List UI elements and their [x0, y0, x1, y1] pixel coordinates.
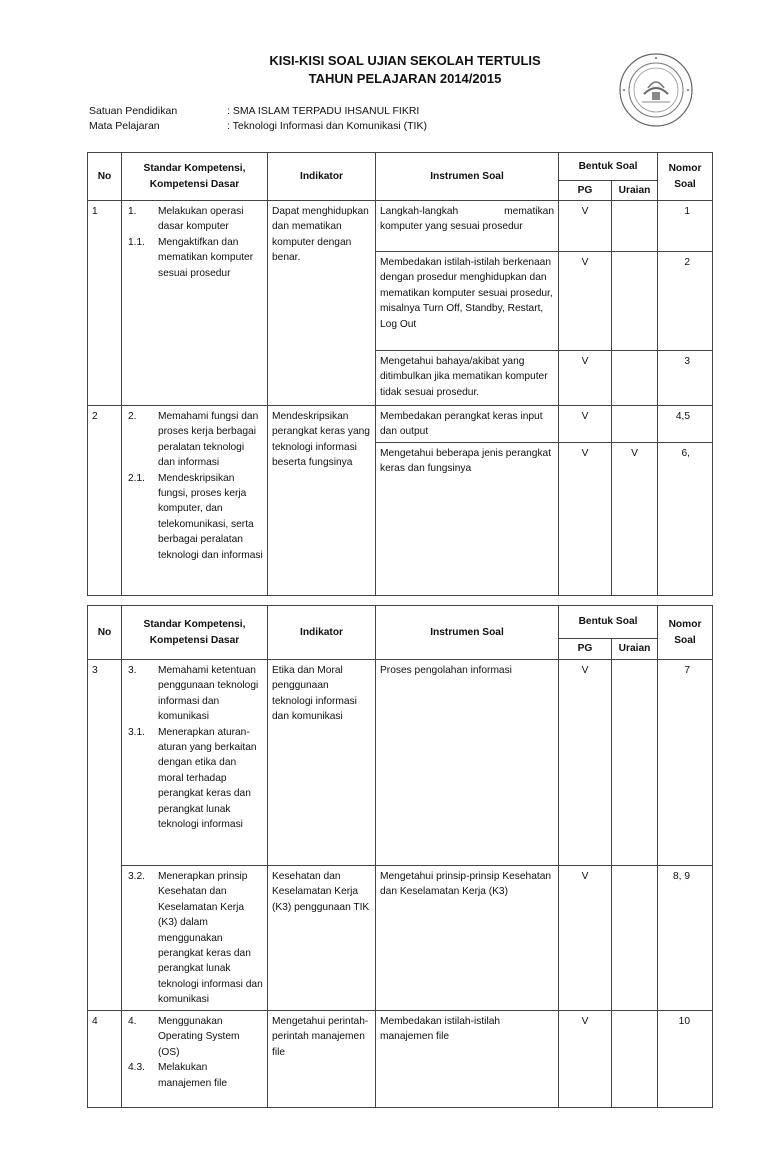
- header-sk: [122, 153, 268, 201]
- row-2-uraian-1: [612, 406, 658, 443]
- row-3b-indikator: Kesehatan dan Keselamatan Kerja (K3) penggunaan TIK: [268, 866, 376, 1011]
- row-2-instrumen-2: Mengetahui beberapa jenis perangkat keras dan fungsinya: [376, 442, 559, 595]
- row-4-pg: V: [559, 1011, 612, 1108]
- row-2-no: 2: [88, 406, 122, 596]
- row-3b-sk: 3.2. Menerapkan prinsip Kesehatan dan Keselamatan Kerja (K3) dalam menggunakan perangkat keras dan perangkat lunak teknologi informasi dan komunikasi: [122, 866, 268, 1011]
- row-3b-pg: V: [559, 866, 612, 1011]
- row-2-pg-1: V: [559, 406, 612, 443]
- row-1-nomor-3: 3: [658, 351, 713, 406]
- row-4-nomor: 10: [658, 1011, 713, 1108]
- header-instrumen: Instrumen Soal: [376, 606, 559, 660]
- header-nomor-line2: Soal: [674, 178, 696, 190]
- header-nomor-line1: Nomor: [668, 619, 702, 631]
- header-sk-line1: Standar Kompetensi,: [143, 163, 246, 175]
- row-3b-no: [88, 866, 122, 1011]
- row-3b-uraian: [612, 866, 658, 1011]
- row-2-indikator: Mendeskripsikan perangkat keras yang teknologi informasi beserta fungsinya: [268, 406, 376, 596]
- row-4-uraian: [612, 1011, 658, 1108]
- row-3-uraian: [612, 660, 658, 866]
- row-2-sk: 2. Memahami fungsi dan proses kerja berbagai peralatan teknologi dan informasi 2.1. Mendeskripsikan fungsi, proses kerja komputer, dan telekomunikasi, serta berbagai peralatan teknologi dan informasi: [122, 406, 268, 596]
- header-sk-line1: Standar Kompetensi,: [143, 619, 246, 631]
- row-3-sk: 3. Memahami ketentuan penggunaan teknologi informasi dan komunikasi 3.1. Menerapkan aturan-aturan yang berkaitan dengan etika dan moral terhadap perangkat keras dan perangkat lunak teknologi informasi: [122, 660, 268, 866]
- row-3-indikator: Etika dan Moral penggunaan teknologi informasi dan komunikasi: [268, 660, 376, 866]
- meta-satuan-label: Satuan Pendidikan: [89, 105, 178, 117]
- header-pg: PG: [559, 639, 612, 660]
- row-2-uraian-2: V: [612, 442, 658, 595]
- row-1-uraian-2: [612, 252, 658, 351]
- row-1-pg-1: V: [559, 201, 612, 252]
- row-2-pg-2: V: [559, 442, 612, 595]
- header-no: No: [88, 606, 122, 660]
- header-sk: [122, 606, 268, 660]
- row-3-pg: V: [559, 660, 612, 866]
- row-1-no: 1: [88, 201, 122, 406]
- meta-mapel-label: Mata Pelajaran: [89, 120, 160, 132]
- header-no: No: [88, 153, 122, 201]
- header-bentuk: Bentuk Soal: [559, 153, 658, 181]
- meta-satuan-value: : SMA ISLAM TERPADU IHSANUL FIKRI: [227, 105, 420, 117]
- row-1-nomor-2: 2: [658, 252, 713, 351]
- row-2-nomor-1: 4,5: [658, 406, 713, 443]
- row-1-instrumen-3: Mengetahui bahaya/akibat yang ditimbulkan jika mematikan komputer tidak sesuai prosedur.: [376, 351, 559, 406]
- row-3b-instrumen: Mengetahui prinsip-prinsip Kesehatan dan Keselamatan Kerja (K3): [376, 866, 559, 1011]
- row-1-sk: 1. Melakukan operasi dasar komputer 1.1. Mengaktifkan dan mematikan komputer sesuai prosedur: [122, 201, 268, 406]
- header-indikator: Indikator: [268, 153, 376, 201]
- row-1-uraian-1: [612, 201, 658, 252]
- school-seal-icon: [618, 52, 694, 128]
- row-1-uraian-3: [612, 351, 658, 406]
- kisi-table-2: [87, 605, 713, 1108]
- header-uraian: Uraian: [612, 181, 658, 201]
- header-sk-line2: Kompetensi Dasar: [149, 634, 240, 646]
- header-instrumen: Instrumen Soal: [376, 153, 559, 201]
- header-bentuk: Bentuk Soal: [559, 606, 658, 639]
- row-1-indikator: Dapat menghidupkan dan mematikan komputer dengan benar.: [268, 201, 376, 406]
- header-uraian: Uraian: [612, 639, 658, 660]
- header-nomor: [658, 153, 713, 201]
- header-nomor-line1: Nomor: [668, 163, 702, 175]
- document-title: KISI-KISI SOAL UJIAN SEKOLAH TERTULIS: [269, 53, 541, 68]
- kisi-table-1: [87, 152, 713, 596]
- row-3b-nomor: 8, 9: [658, 866, 713, 1011]
- document-subtitle: TAHUN PELAJARAN 2014/2015: [308, 71, 502, 86]
- header-pg: PG: [559, 181, 612, 201]
- row-4-sk: 4. Menggunakan Operating System (OS) 4.3. Melakukan manajemen file: [122, 1011, 268, 1108]
- row-1-instrumen-1: Langkah-langkah mematikan komputer yang sesuai prosedur: [376, 201, 559, 252]
- header-sk-line2: Kompetensi Dasar: [149, 178, 240, 190]
- row-2-instrumen-1: Membedakan perangkat keras input dan output: [376, 406, 559, 443]
- row-3-no: 3: [88, 660, 122, 866]
- row-4-instrumen: Membedakan istilah-istilah manajemen file: [376, 1011, 559, 1108]
- row-4-no: 4: [88, 1011, 122, 1108]
- header-nomor: [658, 606, 713, 660]
- header-indikator: Indikator: [268, 606, 376, 660]
- row-1-instrumen-2: Membedakan istilah-istilah berkenaan dengan prosedur menghidupkan dan mematikan komputer sesuai prosedur, misalnya Turn Off, Standby, Restart, Log Out: [376, 252, 559, 351]
- row-1-pg-2: V: [559, 252, 612, 351]
- meta-mapel-value: : Teknologi Informasi dan Komunikasi (TIK): [227, 120, 427, 132]
- row-3-nomor: 7: [658, 660, 713, 866]
- row-4-indikator: Mengetahui perintah-perintah manajemen file: [268, 1011, 376, 1108]
- row-1-pg-3: V: [559, 351, 612, 406]
- row-2-nomor-2: 6,: [658, 442, 713, 595]
- row-1-nomor-1: 1: [658, 201, 713, 252]
- row-3-instrumen: Proses pengolahan informasi: [376, 660, 559, 866]
- header-nomor-line2: Soal: [674, 634, 696, 646]
